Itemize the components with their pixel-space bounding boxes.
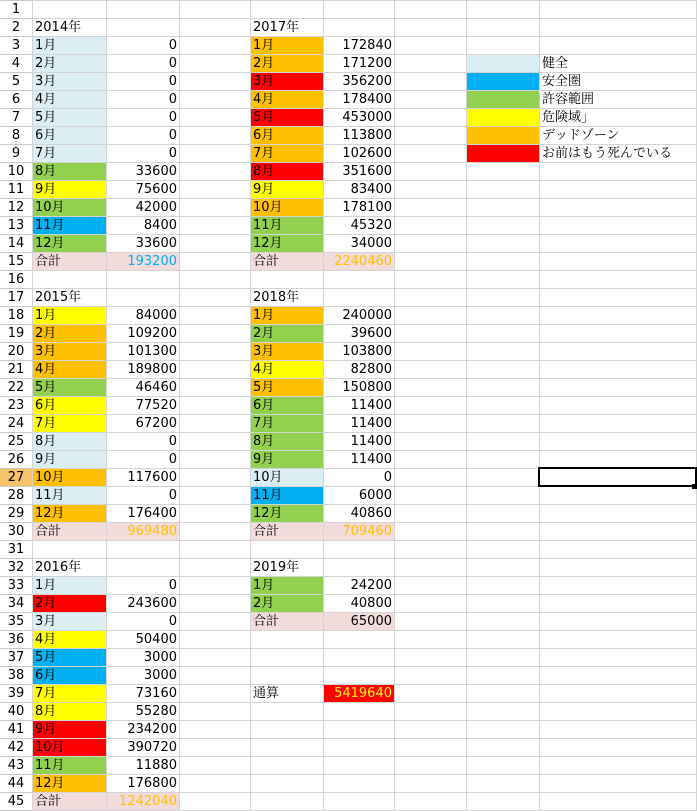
month-value[interactable]: 0 [383,470,392,485]
row-number[interactable]: 5 [0,73,32,90]
month-label[interactable]: 6月 [251,397,323,414]
month-value[interactable]: 0 [168,128,177,143]
row-number[interactable]: 6 [0,91,32,108]
month-value[interactable]: 11400 [350,416,392,431]
column-gridline [394,0,395,811]
month-value[interactable]: 42000 [135,200,177,215]
row-number[interactable]: 18 [0,307,32,324]
month-label[interactable]: 10月 [33,469,106,486]
total-label[interactable]: 合計 [33,793,106,810]
legend-swatch[interactable] [467,91,539,108]
year-title[interactable]: 2017年 [253,20,300,35]
month-label[interactable]: 5月 [33,649,106,666]
row-number[interactable]: 42 [0,739,32,756]
row-number[interactable]: 21 [0,361,32,378]
row-number[interactable]: 37 [0,649,32,666]
row-number[interactable]: 44 [0,775,32,792]
month-label[interactable]: 8月 [33,703,106,720]
month-label[interactable]: 9月 [33,721,106,738]
month-label[interactable]: 7月 [33,685,106,702]
total-value[interactable]: 193200 [107,253,179,270]
month-label[interactable]: 9月 [33,181,106,198]
month-label[interactable]: 4月 [33,361,106,378]
month-value[interactable]: 11400 [350,434,392,449]
month-value[interactable]: 33600 [135,164,177,179]
row-number[interactable]: 24 [0,415,32,432]
legend-label[interactable]: 健全 [542,56,569,71]
month-label[interactable]: 5月 [251,379,323,396]
legend-swatch[interactable] [467,127,539,144]
month-value[interactable]: 0 [168,614,177,629]
row-number[interactable]: 39 [0,685,32,702]
row-number[interactable]: 30 [0,523,32,540]
total-label[interactable]: 合計 [251,523,323,540]
month-label[interactable]: 9月 [251,181,323,198]
row-number[interactable]: 16 [0,271,32,288]
row-number[interactable]: 34 [0,595,32,612]
legend-label[interactable]: 危険域」 [542,110,595,125]
total-value[interactable]: 969480 [107,523,179,540]
month-label[interactable]: 3月 [251,343,323,360]
row-gridline [32,558,697,559]
row-gridline [32,0,697,1]
month-label[interactable]: 6月 [251,127,323,144]
month-value[interactable]: 45320 [350,218,392,233]
month-label[interactable]: 2月 [33,55,106,72]
month-label[interactable]: 11月 [33,487,106,504]
month-value[interactable]: 176800 [127,776,177,791]
legend-swatch[interactable] [467,55,539,72]
month-label[interactable]: 1月 [33,37,106,54]
month-value[interactable]: 67200 [135,416,177,431]
row-number[interactable]: 2 [0,19,32,36]
month-label[interactable]: 2月 [251,55,323,72]
month-value[interactable]: 0 [168,578,177,593]
month-label[interactable]: 5月 [33,379,106,396]
row-number[interactable]: 19 [0,325,32,342]
month-label[interactable]: 10月 [251,469,323,486]
month-label[interactable]: 11月 [251,217,323,234]
month-value[interactable]: 11400 [350,398,392,413]
month-value[interactable]: 40800 [350,596,392,611]
month-value[interactable]: 33600 [135,236,177,251]
month-label[interactable]: 3月 [251,73,323,90]
total-label[interactable]: 合計 [251,253,323,270]
year-title[interactable]: 2019年 [253,560,300,575]
month-value[interactable]: 178400 [342,92,392,107]
grand-total-value[interactable]: 5419640 [324,685,394,702]
total-value[interactable]: 2240460 [324,253,394,270]
legend-label[interactable]: デッドゾーン [542,128,620,143]
row-number[interactable]: 29 [0,505,32,522]
row-number[interactable]: 3 [0,37,32,54]
row-number[interactable]: 20 [0,343,32,360]
month-value[interactable]: 189800 [127,362,177,377]
month-label[interactable]: 12月 [251,235,323,252]
month-value[interactable]: 103800 [342,344,392,359]
month-value[interactable]: 6000 [358,488,392,503]
row-number[interactable]: 8 [0,127,32,144]
month-value[interactable]: 11400 [350,452,392,467]
month-label[interactable]: 1月 [33,307,106,324]
total-label[interactable]: 合計 [33,253,106,270]
month-label[interactable]: 4月 [251,361,323,378]
month-label[interactable]: 8月 [251,433,323,450]
month-label[interactable]: 11月 [251,487,323,504]
month-value[interactable]: 39600 [350,326,392,341]
month-label[interactable]: 7月 [33,145,106,162]
row-number[interactable]: 17 [0,289,32,306]
month-value[interactable]: 0 [168,38,177,53]
year-title[interactable]: 2018年 [253,290,300,305]
month-value[interactable]: 3000 [143,668,177,683]
month-label[interactable]: 4月 [251,91,323,108]
month-label[interactable]: 11月 [33,217,106,234]
month-label[interactable]: 7月 [251,145,323,162]
month-label[interactable]: 3月 [33,343,106,360]
fill-handle[interactable] [692,484,697,489]
month-label[interactable]: 12月 [33,505,106,522]
year-title[interactable]: 2016年 [35,560,82,575]
month-value[interactable]: 172840 [342,38,392,53]
month-label[interactable]: 12月 [251,505,323,522]
row-number[interactable]: 11 [0,181,32,198]
legend-swatch[interactable] [467,145,539,162]
row-number[interactable]: 22 [0,379,32,396]
month-value[interactable]: 40860 [350,506,392,521]
year-title[interactable]: 2014年 [35,20,82,35]
row-number[interactable]: 32 [0,559,32,576]
month-label[interactable]: 8月 [251,163,323,180]
month-value[interactable]: 117600 [127,470,177,485]
month-label[interactable]: 6月 [33,127,106,144]
row-number[interactable]: 33 [0,577,32,594]
month-label[interactable]: 2月 [251,595,323,612]
month-value[interactable]: 351600 [342,164,392,179]
month-value[interactable]: 55280 [135,704,177,719]
month-label[interactable]: 6月 [33,667,106,684]
month-value[interactable]: 8400 [143,218,177,233]
row-number[interactable]: 14 [0,235,32,252]
total-label[interactable]: 合計 [33,523,106,540]
month-label[interactable]: 12月 [33,775,106,792]
legend-swatch[interactable] [467,73,539,90]
month-label[interactable]: 11月 [33,757,106,774]
selected-cell[interactable] [538,467,697,487]
row-gridline [32,540,697,541]
row-number[interactable]: 4 [0,55,32,72]
month-label[interactable]: 4月 [33,631,106,648]
month-label[interactable]: 2月 [33,325,106,342]
month-value[interactable]: 453000 [342,110,392,125]
month-label[interactable]: 10月 [33,739,106,756]
month-label[interactable]: 9月 [251,451,323,468]
month-value[interactable]: 84000 [135,308,177,323]
row-number[interactable]: 7 [0,109,32,126]
month-label[interactable]: 12月 [33,235,106,252]
month-label[interactable]: 1月 [251,37,323,54]
month-value[interactable]: 234200 [127,722,177,737]
month-value[interactable]: 83400 [350,182,392,197]
month-value[interactable]: 46460 [135,380,177,395]
month-value[interactable]: 11880 [135,758,177,773]
month-label[interactable]: 5月 [251,109,323,126]
row-number[interactable]: 13 [0,217,32,234]
month-label[interactable]: 8月 [33,433,106,450]
month-value[interactable]: 73160 [135,686,177,701]
month-value[interactable]: 0 [168,74,177,89]
column-gridline [179,0,180,811]
month-label[interactable]: 10月 [251,199,323,216]
month-value[interactable]: 390720 [127,740,177,755]
month-value[interactable]: 243600 [127,596,177,611]
row-number[interactable]: 10 [0,163,32,180]
total-value[interactable]: 709460 [324,523,394,540]
row-number[interactable]: 25 [0,433,32,450]
month-label[interactable]: 7月 [251,415,323,432]
row-number[interactable]: 45 [0,793,32,810]
total-value[interactable]: 65000 [324,613,394,630]
row-number[interactable]: 38 [0,667,32,684]
row-number[interactable]: 1 [0,1,32,18]
month-label[interactable]: 9月 [33,451,106,468]
total-label[interactable]: 合計 [251,613,323,630]
month-value[interactable]: 75600 [135,182,177,197]
month-value[interactable]: 178100 [342,200,392,215]
month-label[interactable]: 7月 [33,415,106,432]
month-label[interactable]: 6月 [33,397,106,414]
month-value[interactable]: 113800 [342,128,392,143]
month-value[interactable]: 102600 [342,146,392,161]
month-label[interactable]: 1月 [251,577,323,594]
month-label[interactable]: 8月 [33,163,106,180]
month-value[interactable]: 176400 [127,506,177,521]
row-gridline [32,270,697,271]
month-value[interactable]: 0 [168,452,177,467]
month-label[interactable]: 2月 [33,595,106,612]
row-number[interactable]: 15 [0,253,32,270]
month-value[interactable]: 24200 [350,578,392,593]
row-number[interactable]: 36 [0,631,32,648]
row-number[interactable]: 43 [0,757,32,774]
total-value[interactable]: 1242040 [107,793,179,810]
month-value[interactable]: 0 [168,434,177,449]
month-label[interactable]: 1月 [251,307,323,324]
grand-total-label[interactable]: 通算 [253,686,280,701]
month-value[interactable]: 0 [168,488,177,503]
month-value[interactable]: 77520 [135,398,177,413]
month-label[interactable]: 1月 [33,577,106,594]
month-label[interactable]: 3月 [33,613,106,630]
row-number[interactable]: 12 [0,199,32,216]
month-value[interactable]: 34000 [350,236,392,251]
row-number[interactable]: 23 [0,397,32,414]
row-gridline [32,288,697,289]
month-value[interactable]: 109200 [127,326,177,341]
row-gridline [32,18,697,19]
month-value[interactable]: 0 [168,56,177,71]
month-label[interactable]: 4月 [33,91,106,108]
month-label[interactable]: 5月 [33,109,106,126]
month-value[interactable]: 101300 [127,344,177,359]
month-value[interactable]: 3000 [143,650,177,665]
legend-label[interactable]: お前はもう死んでいる [542,146,673,161]
row-number[interactable]: 40 [0,703,32,720]
month-value[interactable]: 356200 [342,74,392,89]
month-value[interactable]: 171200 [342,56,392,71]
month-label[interactable]: 10月 [33,199,106,216]
legend-swatch[interactable] [467,109,539,126]
month-value[interactable]: 150800 [342,380,392,395]
legend-label[interactable]: 安全圏 [542,74,582,89]
legend-label[interactable]: 許容範囲 [542,92,595,107]
year-title[interactable]: 2015年 [35,290,82,305]
month-value[interactable]: 0 [168,92,177,107]
month-label[interactable]: 3月 [33,73,106,90]
row-number[interactable]: 35 [0,613,32,630]
row-number[interactable]: 41 [0,721,32,738]
month-value[interactable]: 240000 [342,308,392,323]
month-label[interactable]: 2月 [251,325,323,342]
row-number[interactable]: 26 [0,451,32,468]
row-number[interactable]: 28 [0,487,32,504]
month-value[interactable]: 0 [168,146,177,161]
row-number[interactable]: 31 [0,541,32,558]
row-number[interactable]: 27 [0,469,32,486]
row-number[interactable]: 9 [0,145,32,162]
month-value[interactable]: 50400 [135,632,177,647]
month-value[interactable]: 82800 [350,362,392,377]
month-value[interactable]: 0 [168,110,177,125]
